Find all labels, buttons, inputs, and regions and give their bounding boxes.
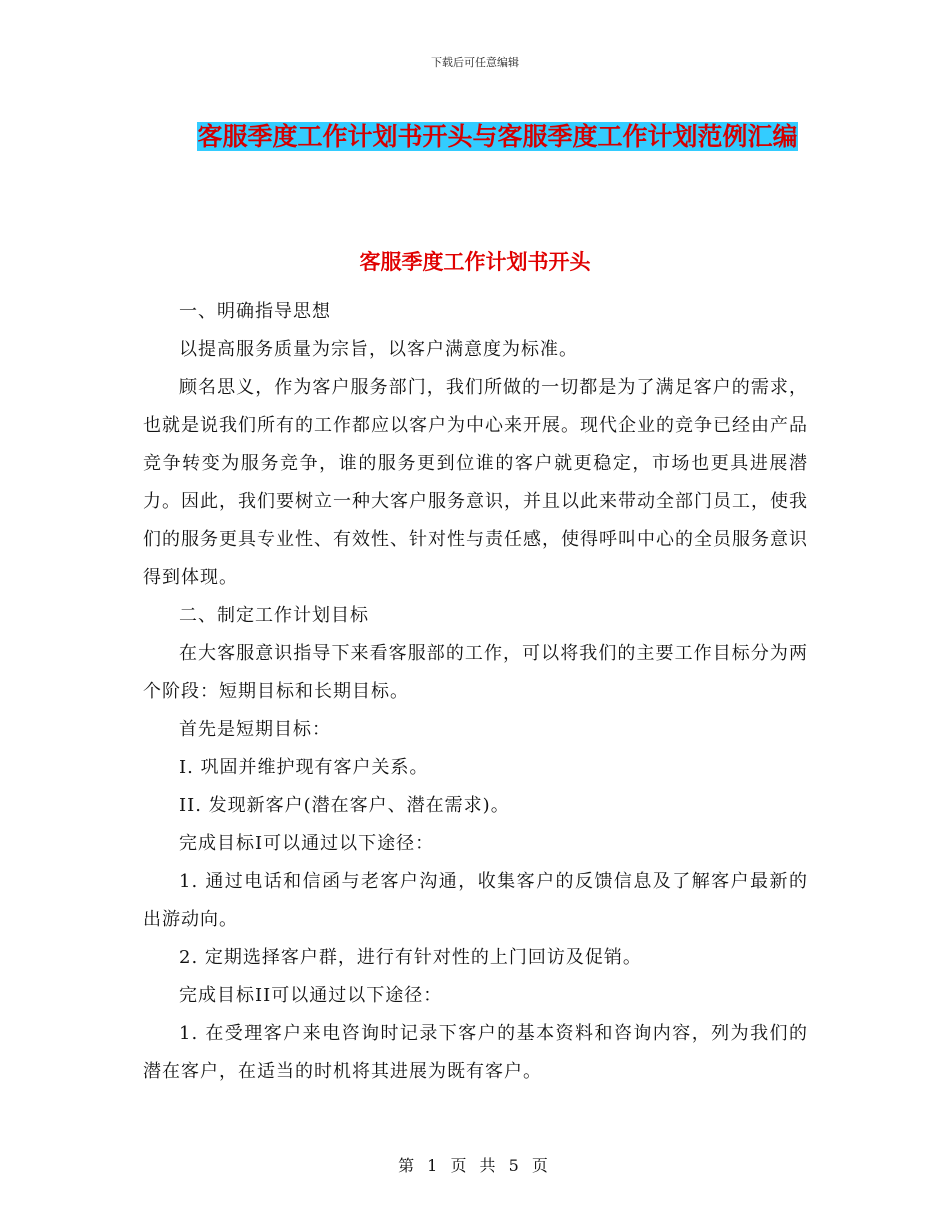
list-item: 1. 通过电话和信函与老客户沟通，收集客户的反馈信息及了解客户最新的出游动向。 [143,871,808,930]
paragraph: 首先是短期目标： [179,719,331,740]
list-item: II. 发现新客户(潜在客户、潜在需求)。 [179,795,510,816]
paragraph: 以提高服务质量为宗旨，以客户满意度为标准。 [179,339,578,360]
section-title: 客服季度工作计划书开头 [359,250,591,274]
heading-work-goals: 二、制定工作计划目标 [179,605,369,626]
paragraph: 在大客服意识指导下来看客服部的工作，可以将我们的主要工作目标分为两个阶段：短期目标和长期目标。 [143,643,808,702]
paragraph: 完成目标II可以通过以下途径： [179,985,443,1006]
paragraph: 顾名思义，作为客户服务部门，我们所做的一切都是为了满足客户的需求，也就是说我们所有的工作都应以客户为中心来开展。现代企业的竞争已经由产品竞争转变为服务竞争，谁的服务更到位谁的客户就更稳定，市场也更具进展潜力。因此，我们要树立一种大客户服务意识，并且以此来带动全部门员工，使我们的服务更具专业性、有效性、针对性与责任感，使得呼叫中心的全员服务意识得到体现。 [143,377,808,588]
heading-guiding-thought: 一、明确指导思想 [179,301,331,322]
document-title-text: 客服季度工作计划书开头与客服季度工作计划范例汇编 [197,122,798,151]
list-item: I. 巩固并维护现有客户关系。 [179,757,429,778]
document-body [143,293,808,1091]
header-note: 下载后可任意编辑 [431,56,519,69]
list-item: 1. 在受理客户来电咨询时记录下客户的基本资料和咨询内容，列为我们的潜在客户，在适当的时机将其进展为既有客户。 [143,1023,808,1082]
paragraph: 完成目标I可以通过以下途径： [179,833,435,854]
list-item: 2. 定期选择客户群，进行有针对性的上门回访及促销。 [179,947,642,968]
page-footer: 第 1 页 共 5 页 [398,1156,552,1175]
document-title [190,110,805,164]
